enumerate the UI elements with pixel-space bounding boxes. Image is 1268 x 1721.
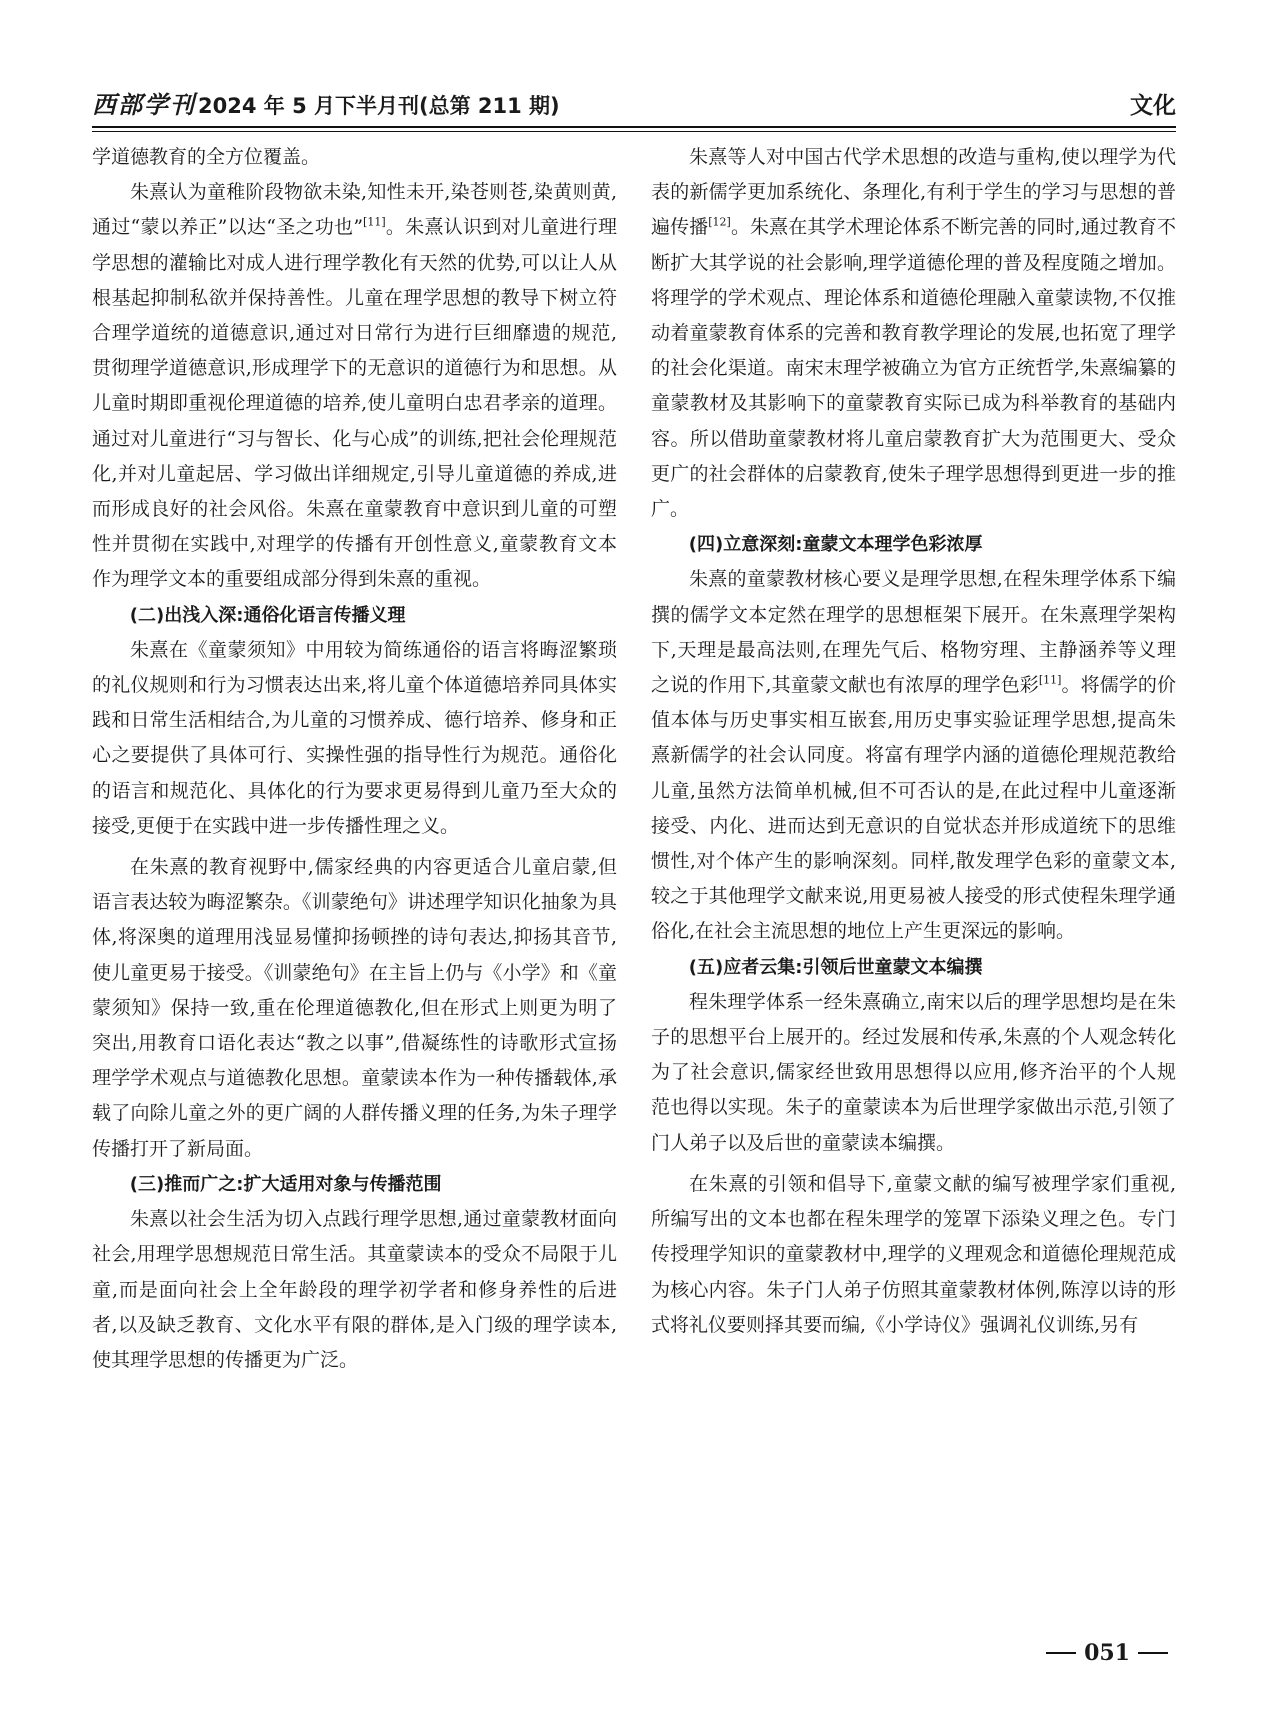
section-heading: (四)立意深刻:童蒙文本理学色彩浓厚 — [688, 534, 983, 556]
section-label: 文化 — [1130, 93, 1176, 119]
page-number-dash-right — [1138, 1652, 1168, 1654]
body-paragraph: 程朱理学体系一经朱熹确立,南宋以后的理学思想均是在朱子的思想平台上展开的。经过发展和传承,朱熹的个人观念转化为了社会意识,儒家经世致用思想得以应用,修齐治平的个人规范也得以实现。朱子的童蒙读本为后世理学家做出示范,引领了门人弟子以及后世的童蒙读本编撰。 — [651, 990, 1176, 1154]
paragraph-text-cont: 。朱熹在其学术理论体系不断完善的同时,通过教育不断扩大其学说的社会影响,理学道德伦理的普及程度随之增加。将理学的学术观点、理论体系和道德伦理融入童蒙读物,不仅推动着童蒙教育体系的完善和教育教学理论的发展,也拓宽了理学的社会化渠道。南宋末理学被确立为官方正统哲学,朱熹编纂的童蒙教材及其影响下的童蒙教育实际已成为科举教育的基础内容。所以借助童蒙教材将儿童启蒙教育扩大为范围更大、受众更广的社会群体的启蒙教育,使朱子理学思想得到更进一步的推广。 — [651, 216, 1176, 521]
paragraph-text: 朱熹认为童稚阶段物欲未染,知性未开,染苍则苍,染黄则黄,通过“蒙以养正”以达“圣之功也” — [92, 181, 617, 239]
body-paragraph — [651, 140, 1176, 527]
section-heading: (二)出浅入深:通俗化语言传播义理 — [129, 604, 406, 626]
page-number-dash-left — [1046, 1652, 1076, 1654]
body-paragraph — [92, 175, 617, 597]
section-heading: (三)推而广之:扩大适用对象与传播范围 — [129, 1173, 442, 1195]
paragraph-text-cont: 。将儒学的价值本体与历史事实相互嵌套,用历史事实验证理学思想,提高朱熹新儒学的社会认同度。将富有理学内涵的道德伦理规范教给儿童,虽然方法简单机械,但不可否认的是,在此过程中儿童逐渐接受、内化、进而达到无意识的自觉状态并形成道统下的思维惯性,对个体产生的影响深刻。同样,散发理学色彩的童蒙文本,较之于其他理学文献来说,用更易被人接受的形式使程朱理学通俗化,在社会主流思想的地位上产生更深远的影响。 — [651, 674, 1176, 943]
journal-info — [92, 85, 560, 120]
citation-ref: [12] — [708, 215, 731, 229]
body-paragraph — [651, 562, 1176, 949]
journal-logo: 西部学刊 — [92, 90, 196, 119]
page-number-value: 051 — [1084, 1640, 1130, 1666]
header-rule — [92, 126, 1176, 132]
body-paragraph: 朱熹在《童蒙须知》中用较为简练通俗的语言将晦涩繁琐的礼仪规则和行为习惯表达出来,将儿童个体道德培养同具体实践和日常生活相结合,为儿童的习惯养成、德行培养、修身和正心之要提供了具体可行、实操性强的指导性行为规范。通俗化的语言和规范化、具体化的行为要求更易得到儿童乃至大众的接受,更便于在实践中进一步传播性理之义。 — [92, 638, 617, 837]
paragraph-text: 朱熹等人对中国古代学术思想的改造与重构,使以理学为代表的新儒学更加系统化、条理化,有利于学生的学习与思想的普遍传播 — [651, 146, 1176, 239]
right-column — [651, 140, 1176, 1343]
body-paragraph: 朱熹以社会生活为切入点践行理学思想,通过童蒙教材面向社会,用理学思想规范日常生活。其童蒙读本的受众不局限于儿童,而是面向社会上全年龄段的理学初学者和修身养性的后进者,以及缺乏教育、文化水平有限的群体,是入门级的理学读本,使其理学思想的传播更为广泛。 — [92, 1208, 617, 1371]
citation-ref: [11] — [363, 215, 386, 229]
body-paragraph: 在朱熹的引领和倡导下,童蒙文献的编写被理学家们重视,所编写出的文本也都在程朱理学的笼罩下添染义理之色。专门传授理学知识的童蒙教材中,理学的义理观念和道德伦理规范成为核心内容。朱子门人弟子仿照其童蒙教材体例,陈淳以诗的形式将礼仪要则择其要而编,《小学诗仪》强调礼仪训练,另有 — [651, 1172, 1176, 1336]
paragraph-text: 朱熹的童蒙教材核心要义是理学思想,在程朱理学体系下编撰的儒学文本定然在理学的思想框架下展开。在朱熹理学架构下,天理是最高法则,在理先气后、格物穷理、主静涵养等义理之说的作用下,其童蒙文献也有浓厚的理学色彩 — [651, 568, 1176, 697]
body-paragraph: 学道德教育的全方位覆盖。 — [92, 146, 321, 168]
issue-info: 2024 年 5 月下半月刊(总第 211 期) — [198, 94, 560, 118]
page-number — [1038, 1640, 1176, 1666]
body-paragraph: 在朱熹的教育视野中,儒家经典的内容更适合儿童启蒙,但语言表达较为晦涩繁杂。《训蒙绝句》讲述理学知识化抽象为具体,将深奥的道理用浅显易懂抑扬顿挫的诗句表达,抑扬其音节,使儿童更易于接受。《训蒙绝句》在主旨上仍与《小学》和《童蒙须知》保持一致,重在伦理道德教化,但在形式上则更为明了突出,用教育口语化表达“教之以事”,借凝练性的诗歌形式宣扬理学学术观点与道德教化思想。童蒙读本作为一种传播载体,承载了向除儿童之外的更广阔的人群传播义理的任务,为朱子理学传播打开了新局面。 — [92, 856, 617, 1160]
paragraph-text-cont: 。朱熹认识到对儿童进行理学思想的灌输比对成人进行理学教化有天然的优势,可以让人从根基起抑制私欲并保持善性。儿童在理学思想的教导下树立符合理学道统的道德意识,通过对日常行为进行巨细靡遗的规范,贯彻理学道德意识,形成理学下的无意识的道德行为和思想。从儿童时期即重视伦理道德的培养,使儿童明白忠君孝亲的道理。通过对儿童进行“习与智长、化与心成”的训练,把社会伦理规范化,并对儿童起居、学习做出详细规定,引导儿童道德的养成,进而形成良好的社会风俗。朱熹在童蒙教育中意识到儿童的可塑性并贯彻在实践中,对理学的传播有开创性意义,童蒙教育文本作为理学文本的重要组成部分得到朱熹的重视。 — [92, 216, 617, 591]
running-header — [92, 86, 1176, 120]
left-column — [92, 140, 617, 1378]
citation-ref: [11] — [1038, 673, 1062, 687]
section-heading: (五)应者云集:引领后世童蒙文本编撰 — [688, 956, 983, 978]
